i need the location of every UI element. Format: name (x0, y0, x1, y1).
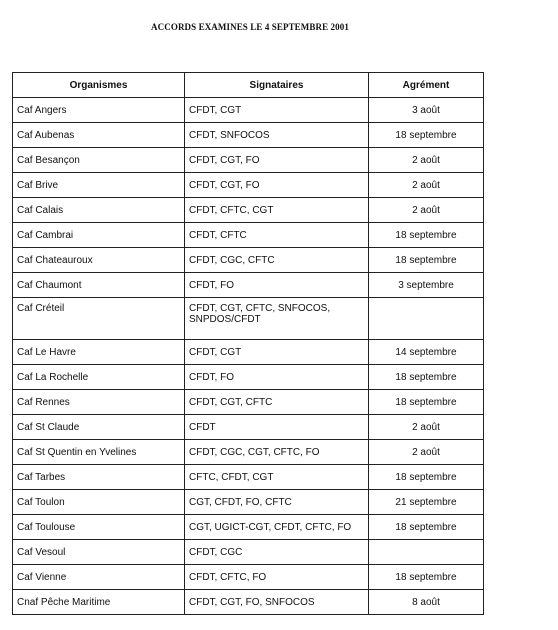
table-header-row (13, 73, 484, 98)
table-row (13, 98, 484, 123)
table-row (13, 590, 484, 615)
cell-organisme: Caf Vesoul (13, 540, 185, 565)
cell-organisme: Caf Calais (13, 198, 185, 223)
cell-agrement: 21 septembre (369, 490, 484, 515)
cell-agrement: 2 août (369, 148, 484, 173)
cell-agrement: 2 août (369, 198, 484, 223)
accords-table (12, 72, 484, 615)
cell-signataires: CFDT (185, 415, 369, 440)
cell-organisme: Caf Cambrai (13, 223, 185, 248)
cell-signataires: CGT, CFDT, FO, CFTC (185, 490, 369, 515)
cell-agrement: 3 août (369, 98, 484, 123)
cell-organisme: Caf Toulouse (13, 515, 185, 540)
table-row (13, 123, 484, 148)
cell-agrement: 8 août (369, 590, 484, 615)
cell-organisme: Caf St Quentin en Yvelines (13, 440, 185, 465)
cell-agrement: 2 août (369, 415, 484, 440)
table-row (13, 198, 484, 223)
cell-signataires: CFDT, CGT, FO (185, 148, 369, 173)
cell-organisme: Caf Créteil (13, 298, 185, 340)
cell-agrement: 18 septembre (369, 223, 484, 248)
cell-organisme: Caf Le Havre (13, 340, 185, 365)
cell-agrement: 18 septembre (369, 465, 484, 490)
cell-agrement: 2 août (369, 440, 484, 465)
cell-signataires: CFDT, CGT, CFTC, SNFOCOS, SNPDOS/CFDT (185, 298, 369, 340)
cell-organisme: Caf La Rochelle (13, 365, 185, 390)
table-row (13, 440, 484, 465)
cell-signataires: CFDT, CGT (185, 98, 369, 123)
cell-agrement: 18 septembre (369, 565, 484, 590)
table-row (13, 173, 484, 198)
cell-agrement (369, 540, 484, 565)
cell-signataires: CFDT, CFTC, FO (185, 565, 369, 590)
cell-agrement: 14 septembre (369, 340, 484, 365)
table-row (13, 565, 484, 590)
table-row (13, 298, 484, 340)
cell-signataires: CFDT, CGT, CFTC (185, 390, 369, 415)
cell-signataires: CFDT, SNFOCOS (185, 123, 369, 148)
cell-signataires: CFDT, FO (185, 365, 369, 390)
cell-organisme: Caf Chaumont (13, 273, 185, 298)
document-title: ACCORDS EXAMINES LE 4 SEPTEMBRE 2001 (151, 22, 349, 32)
table-row (13, 390, 484, 415)
cell-agrement: 18 septembre (369, 515, 484, 540)
cell-signataires: CFDT, CGC, CFTC (185, 248, 369, 273)
cell-signataires: CFDT, CGC (185, 540, 369, 565)
table-row (13, 515, 484, 540)
table-row (13, 465, 484, 490)
table-row (13, 223, 484, 248)
cell-signataires: CGT, UGICT-CGT, CFDT, CFTC, FO (185, 515, 369, 540)
cell-organisme: Caf Chateauroux (13, 248, 185, 273)
cell-signataires: CFTC, CFDT, CGT (185, 465, 369, 490)
cell-signataires: CFDT, CGT, FO (185, 173, 369, 198)
cell-organisme: Caf Tarbes (13, 465, 185, 490)
cell-organisme: Caf Rennes (13, 390, 185, 415)
cell-signataires: CFDT, CFTC, CGT (185, 198, 369, 223)
table-row (13, 365, 484, 390)
cell-agrement: 3 septembre (369, 273, 484, 298)
cell-agrement: 18 septembre (369, 390, 484, 415)
cell-organisme: Caf Besançon (13, 148, 185, 173)
table-row (13, 340, 484, 365)
table-row (13, 248, 484, 273)
cell-signataires: CFDT, CGT (185, 340, 369, 365)
cell-signataires: CFDT, CGT, FO, SNFOCOS (185, 590, 369, 615)
table-row (13, 273, 484, 298)
cell-agrement: 18 septembre (369, 123, 484, 148)
table-row (13, 490, 484, 515)
table-row (13, 148, 484, 173)
cell-agrement: 18 septembre (369, 365, 484, 390)
header-signataires: Signataires (185, 73, 369, 98)
table-row (13, 540, 484, 565)
cell-organisme: Caf Angers (13, 98, 185, 123)
cell-agrement: 18 septembre (369, 248, 484, 273)
cell-agrement (369, 298, 484, 340)
cell-organisme: Caf Aubenas (13, 123, 185, 148)
header-agrement: Agrément (369, 73, 484, 98)
cell-signataires: CFDT, CGC, CGT, CFTC, FO (185, 440, 369, 465)
cell-organisme: Caf Toulon (13, 490, 185, 515)
cell-organisme: Cnaf Pêche Maritime (13, 590, 185, 615)
cell-organisme: Caf Vienne (13, 565, 185, 590)
cell-organisme: Caf St Claude (13, 415, 185, 440)
cell-organisme: Caf Brive (13, 173, 185, 198)
header-organismes: Organismes (13, 73, 185, 98)
cell-signataires: CFDT, CFTC (185, 223, 369, 248)
cell-agrement: 2 août (369, 173, 484, 198)
cell-signataires: CFDT, FO (185, 273, 369, 298)
table-row (13, 415, 484, 440)
